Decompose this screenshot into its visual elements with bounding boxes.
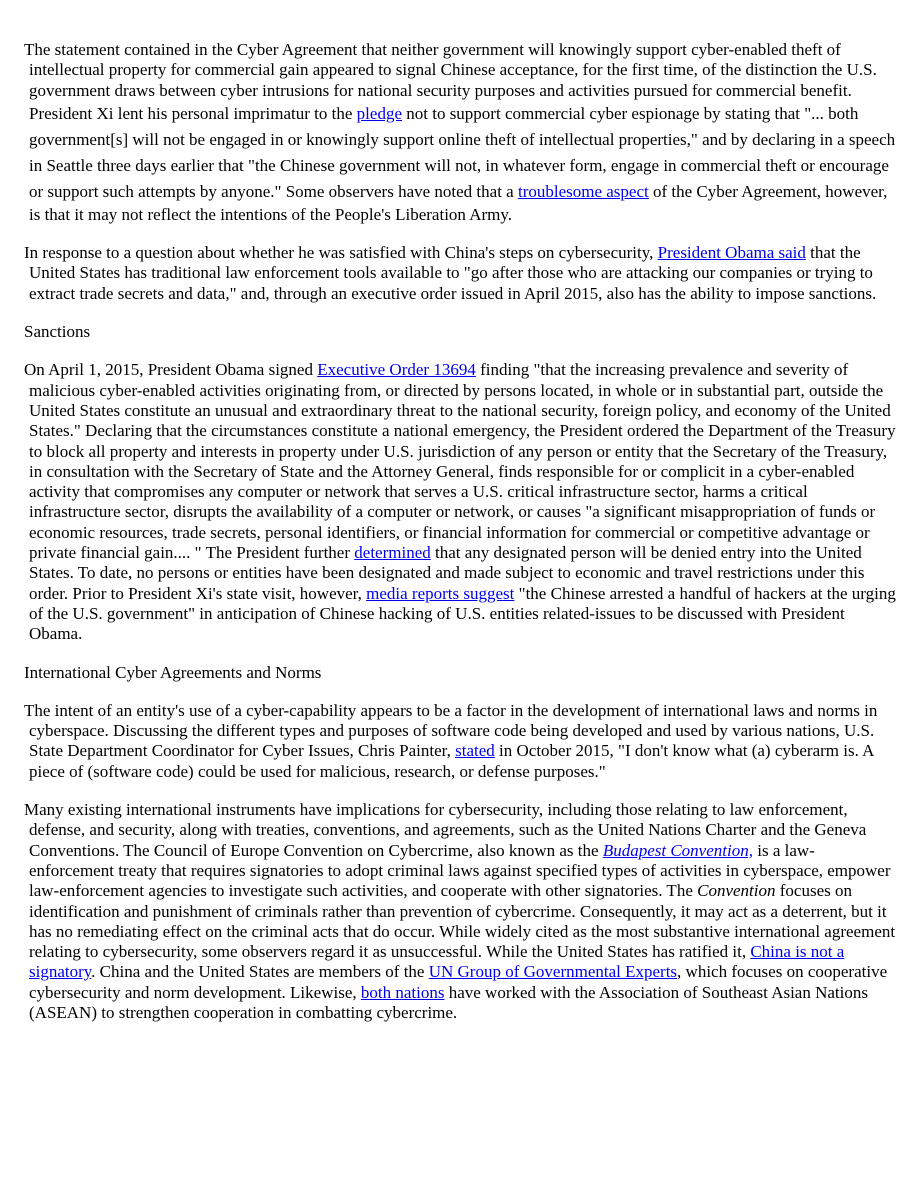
paragraph-cyber-agreement	[24, 40, 896, 225]
paragraph-cyberarm	[24, 701, 896, 782]
paragraph-text: have worked with the Association of Southeast Asian Nations (ASEAN) to strengthen cooperation in combatting cybercrime.	[29, 982, 868, 1022]
link-budapest-convention[interactable]: Budapest Convention,	[602, 840, 753, 860]
link-president-obama-said[interactable]: President Obama said	[657, 243, 806, 263]
link-pledge[interactable]: pledge	[356, 103, 402, 123]
paragraph-text: Many existing international instruments have implications for cybersecurity, including those relating to law enforcement, defense, and security, along with treaties, conventions, and agreements, such as the United Nations Charter and the Geneva Conventions. The Council of Europe Convention on Cybercrime, also known as the	[24, 800, 867, 860]
paragraph-text: On April 1, 2015, President Obama signed	[24, 360, 318, 380]
paragraph-text: in October 2015, "I don't know what (a) cyberarm is. A piece of (software code) could be used for malicious, research, or defense purposes."	[29, 741, 874, 781]
paragraph-text: . China and the United States are members of the	[91, 962, 429, 982]
paragraph-international-instruments	[24, 800, 896, 1023]
paragraph-text: of the Cyber Agreement, however, is that it may not reflect the intentions of the People's Liberation Army.	[29, 181, 888, 224]
link-executive-order-13694[interactable]: Executive Order 13694	[317, 360, 476, 380]
paragraph-obama-response	[24, 243, 896, 304]
link-un-group-governmental-experts[interactable]: UN Group of Governmental Experts	[428, 962, 678, 982]
section-heading-international-agreements: International Cyber Agreements and Norms	[24, 662, 322, 682]
convention-italic: Convention	[697, 881, 776, 901]
paragraph-text: The intent of an entity's use of a cyber-capability appears to be a factor in the development of international laws and norms in cyberspace. Discussing the different types and purposes of software code being developed and used by various nations, U.S. State Department Coordinator for Cyber Issues, Chris Painter,	[24, 700, 878, 761]
paragraph-text: that the United States has traditional law enforcement tools available to "go after those who are attacking our companies or trying to extract trade secrets and data," and, through an executive order issued in April 2015, also has the ability to impose sanctions.	[29, 243, 877, 303]
section-heading-sanctions: Sanctions	[24, 322, 91, 342]
paragraph-text: focuses on identification and punishment of criminals rather than prevention of cybercrime. Consequently, it may act as a deterrent, but it has no remediating effect on the criminal acts that do occur. While widely cited as the most substantive international agreement relating to cybersecurity, some observers regard it as unsuccessful. While the United States has ratified it,	[29, 881, 896, 962]
paragraph-text: "the Chinese arrested a handful of hackers at the urging of the U.S. government" in anticipation of Chinese hacking of U.S. entities related-issues to be discussed with President Obama.	[29, 583, 896, 644]
link-media-reports-suggest[interactable]: media reports suggest	[366, 583, 515, 603]
link-stated[interactable]: stated	[455, 741, 495, 761]
link-troublesome-aspect[interactable]: troublesome aspect	[517, 181, 649, 201]
paragraph-executive-order	[24, 360, 896, 644]
paragraph-text: The statement contained in the Cyber Agreement that neither government will knowingly support cyber-enabled theft of intellectual property for commercial gain appeared to signal Chinese acceptance, for the first time, of the distinction the U.S. government draws between cyber intrusions for national security purposes and activities pursued for commercial benefit. President Xi lent his personal imprimatur to the	[24, 40, 877, 123]
link-both-nations[interactable]: both nations	[360, 982, 445, 1002]
paragraph-text: , which focuses on cooperative cybersecurity and norm development. Likewise,	[29, 962, 888, 1002]
link-china-not-signatory[interactable]: China is not a signatory	[29, 942, 845, 982]
paragraph-text: is a law-enforcement treaty that requires signatories to adopt criminal laws against specified types of activities in cyberspace, empower law-enforcement agencies to investigate such activities, and cooperate with other signatories. The	[29, 840, 891, 901]
paragraph-text: In response to a question about whether he was satisfied with China's steps on cybersecurity,	[24, 243, 658, 263]
paragraph-text: finding "that the increasing prevalence and severity of malicious cyber-enabled activities originating from, or directed by persons located, in whole or in substantial part, outside the United States constitute an unusual and extraordinary threat to the national security, foreign policy, and economy of the United States." Declaring that the circumstances constitute a national emergency, the President ordered the Department of the Treasury to block all property and interests in property under U.S. jurisdiction of any person or entity that the Secretary of the Treasury, in consultation with the Secretary of State and the Attorney General, finds responsible for or complicit in a cyber-enabled activity that compromises any computer or network that serves a U.S. critical infrastructure sector, harms a critical infrastructure sector, disrupts the availability of a computer or network, or causes "a significant misappropriation of funds or economic resources, trade secrets, personal identifiers, or financial information for commercial or competitive advantage or private financial gain.... " The President further	[29, 360, 896, 563]
paragraph-text: that any designated person will be denied entry into the United States. To date, no persons or entities have been designated and made subject to economic and travel restrictions under this order. Prior to President Xi's state visit, however,	[29, 543, 865, 603]
link-determined[interactable]: determined	[354, 543, 431, 563]
paragraph-text: not to support commercial cyber espionage by stating that "... both government[s] will not be engaged in or knowingly support online theft of intellectual properties," and by declaring in a speech in Seattle three days earlier that "the Chinese government will not, in whatever form, engage in commercial theft or encourage or support such attempts by anyone." Some observers have noted that a	[29, 103, 896, 201]
